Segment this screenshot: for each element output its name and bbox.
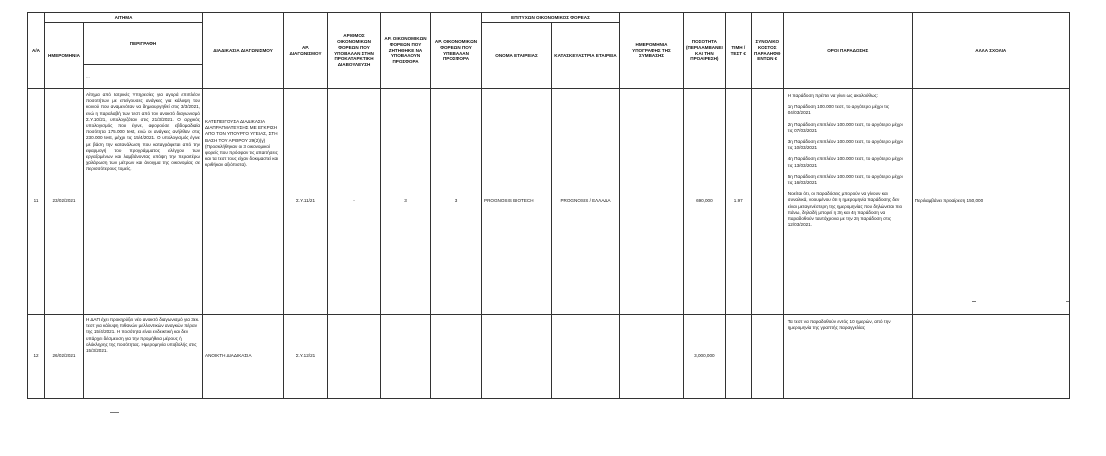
row-description: Αίτημα από Ιατρικές Υπηρεσίες για αγορά επιπλέον ποσοτήτων με επείγουσες ανάγκες για κάλυψη του κοινού που αναμενόταν να δημιουργηθεί στις 3/3/2021, ενώ η παραλαβή των τεστ από τον ανοικτό διαγωνισμό Σ.Υ.10/21, υπολογιζόταν στις 21/3/2021. Ο αρχικός υπολογισμός που έγινε, αφορούσε εβδομαδιαία ποσότητα 175.000 test, ενώ οι ανάγκες ανήλθαν στις 230.000 test, μέχρι τις 15/4/2021. Ο υπολογισμός έγινε με βάση την κατανάλωση που καταγράφεται από την εφαρμογή του προγράμματος ελέγχου των εργαζομένων και λαμβάνοντας υπόψη την περαιτέρω χαλάρωση των μέτρων και άνοιγμα της οικονομίας σε περισσότερους τομείς. xyxy=(84,89,203,315)
header-company-name: ΟΝΟΜΑ ΕΤΑΙΡΕΙΑΣ xyxy=(482,23,552,89)
delivery-term: 3η Παράδοση επιπλέον 100.000 τεστ, το αργότερο μέχρι τις 10/03/2021 xyxy=(787,139,903,151)
header-date: ΗΜΕΡΟΜΗΝΙΑ xyxy=(45,23,84,89)
row-quantity: 3,000,000 xyxy=(684,315,726,399)
row-bodies-consultation xyxy=(328,315,381,399)
delivery-term: Τα τεστ να παραδοθούν εντός 10 ημερών, από την ημερομηνία της γραπτής παραγγελίας xyxy=(787,319,891,331)
header-description xyxy=(84,23,203,65)
row-company-name xyxy=(482,315,552,399)
row-other-comments xyxy=(912,315,1069,399)
scan-mark xyxy=(1066,301,1069,302)
header-bodies-requested: ΑΡ. ΟΙΚΟΝΟΜΙΚΩΝ ΦΟΡΕΩΝ ΠΟΥ ΖΗΤΗΘΗΚΕ ΝΑ ΥΠΟΒΑΛΟΥΝ ΠΡΟΣΦΟΡΑ xyxy=(381,13,431,89)
row-competition-no: Σ.Υ.12/21 xyxy=(284,315,328,399)
scan-mark xyxy=(110,412,119,413)
header-sub-dots: ... xyxy=(86,74,90,80)
table-row xyxy=(28,315,1070,399)
header-bodies-submitted: ΑΡ. ΟΙΚΟΝΟΜΙΚΩΝ ΦΟΡΕΩΝ ΠΟΥ ΥΠΕΒΑΛΑΝ ΠΡΟΣΦΟΡΑ xyxy=(431,13,482,89)
procurement-table-sheet xyxy=(27,12,1070,399)
row-procedure: ΚΑΤΕΠΕΙΓΟΥΣΑ ΔΙΑΔΙΚΑΣΙΑ ΔΙΑΠΡΑΓΜΑΤΕΥΣΗΣ ΜΕ ΕΓΚΡΙΣΗ ΑΠΟ ΤΟΝ ΥΠΟΥΡΓΟ ΥΓΕΙΑΣ, ΣΤΗ ΒΑΣΗ ΤΟΥ ΑΡΘΡΟΥ 29(2)(γ) (Προσκλήθηκαν οι 3 οικονομικοί φορείς που πρόσφαν τις απαιτήσεις και τα τεστ τους είχαν δοκιμαστεί και κριθήκαν αξιόπιστα). xyxy=(203,89,284,315)
row-total-cost xyxy=(751,89,783,315)
header-competition-no: ΑΡ. ΔΙΑΓΩΝΙΣΜΟΥ xyxy=(284,13,328,89)
row-manufacturer: PROGNOSIS / ΕΛΛΑΔΑ xyxy=(552,89,620,315)
header-aitima: ΑΙΤΗΜΑ xyxy=(45,13,203,23)
header-successful-body: ΕΠΙΤΥΧΩΝ ΟΙΚΟΝΟΜΙΚΟΣ ΦΟΡΕΑΣ xyxy=(482,13,620,23)
delivery-term: 1η Παράδοση 100.000 τεστ, το αργότερο μέχρι τις 04/03/2021 xyxy=(787,104,890,116)
row-company-name: PROGNOSIS BIOTECH xyxy=(482,89,552,315)
row-bodies-submitted xyxy=(431,315,482,399)
row-manufacturer xyxy=(552,315,620,399)
row-description: Η ΔΑΠ έχει προκηρύξει νέο ανοικτό διαγωνισμό για 3εκ. τεστ για κάλυψη πιθανών μελλοντικών αναγκών πέραν της 15/4/2021. Η ποσότητα είναι ενδεικτική και δεν υπάρχει δέσμευση για την προμήθεια μέρους ή ολόκληρης της ποσότητας. Ημερομηνία υποβολής στις 15/3/2021. xyxy=(84,315,203,399)
scan-mark xyxy=(972,301,976,302)
row-aa: 11 xyxy=(28,89,45,315)
header-signing-date: ΗΜΕΡΟΜΗΝΙΑ ΥΠΟΓΡΑΦΗΣ ΤΗΣ ΣΥΜΒΑΣΗΣ xyxy=(620,13,684,89)
row-procedure: ΑΝΟΙΚΤΗ ΔΙΑΔΙΚΑΣΙΑ xyxy=(203,315,284,399)
row-competition-no: Σ.Υ.11/21 xyxy=(284,89,328,315)
header-price: ΤΙΜΗ / ΤΕΣΤ € xyxy=(725,13,751,89)
row-delivery-terms xyxy=(783,89,912,315)
row-price xyxy=(725,315,751,399)
table-row xyxy=(28,89,1070,315)
procurement-table xyxy=(27,12,1070,399)
row-date: 26/02/2021 xyxy=(45,315,84,399)
header-procedure: ΔΙΑΔΙΚΑΣΙΑ ΔΙΑΓΩΝΙΣΜΟΥ xyxy=(203,13,284,89)
header-bodies-consultation: ΑΡΙΘΜΟΣ ΟΙΚΟΝΟΜΙΚΩΝ ΦΟΡΕΩΝ ΠΟΥ ΥΠΟΒΑΛΑΝ ΣΤΗΝ ΠΡΟΚΑΤΑΡΚΤΙΚΗ ΔΙΑΒΟΥΛΕΥΣΗ xyxy=(328,13,381,89)
row-bodies-consultation: - xyxy=(328,89,381,315)
row-quantity: 690,000 xyxy=(684,89,726,315)
row-total-cost xyxy=(751,315,783,399)
header-description-sub xyxy=(84,65,203,89)
header-quantity: ΠΟΣΟΤΗΤΑ (ΠΕΡΙΛΑΜΒΑΝΕΙ ΚΑΙ ΤΗΝ ΠΡΟΑΙΡΕΣΗ) xyxy=(684,13,726,89)
delivery-term: Νοείται ότι, οι παραδόσεις μπορούν να γίνουν και συναλικά, νοουμένου ότι η ημερομηνία παράδοσης δεν είναι μεταγενέστερη της ημερομηνίας που δηλώνεται πιο πάνω, δηλαδή μπορεί η 3η και 4η παράδοση να παραδοθούν ταυτόχρονα με την 2η παράδοση στις 12/03/2021. xyxy=(787,191,903,228)
header-manufacturer: ΚΑΤΑΣΚΕΥΑΣΤΡΙΑ ΕΤΑΙΡΕΙΑ xyxy=(552,23,620,89)
header-row-1 xyxy=(28,13,1070,23)
delivery-term: 2η Παράδοση επιπλέον 100.000 τεστ, το αργότερο μέχρι τις 07/03/2021 xyxy=(787,121,903,133)
delivery-term: 5η Παράδοση επιπλέον 100.000 τεστ, το αργότερο μέχρι τις 16/03/2021 xyxy=(787,173,903,186)
delivery-term: Η παράδοση πρέπει να γίνει ως ακολούθως: xyxy=(787,93,879,98)
row-signing-date xyxy=(620,315,684,399)
header-aa: Α/Α xyxy=(28,13,45,89)
row-delivery-terms xyxy=(783,315,912,399)
row-other-comments: Περιλαμβάνει προαίρεση 150,000 xyxy=(912,89,1069,315)
row-date: 23/02/2021 xyxy=(45,89,84,315)
row-aa: 12 xyxy=(28,315,45,399)
delivery-term: 4η Παράδοση επιπλέον 100.000 τεστ, το αργότερο μέχρι τις 13/03/2021 xyxy=(787,156,903,168)
row-bodies-submitted: 3 xyxy=(431,89,482,315)
row-price: 1.97 xyxy=(725,89,751,315)
header-total-cost: ΣΥΝΟΛΙΚΟ ΚΟΣΤΟΣ ΠΑΡΑΛΗΦΘ ΕΝΤΩΝ € xyxy=(751,13,783,89)
header-delivery-terms: ΟΡΟΙ ΠΑΡΑΔΟΣΗΣ xyxy=(783,13,912,89)
header-other-comments: ΑΛΛΑ ΣΧΟΛΙΑ xyxy=(912,13,1069,89)
header-description-label: ΠΕΡΙΓΡΑΦΗ xyxy=(129,40,157,46)
row-bodies-requested: 3 xyxy=(381,89,431,315)
row-bodies-requested xyxy=(381,315,431,399)
row-signing-date xyxy=(620,89,684,315)
